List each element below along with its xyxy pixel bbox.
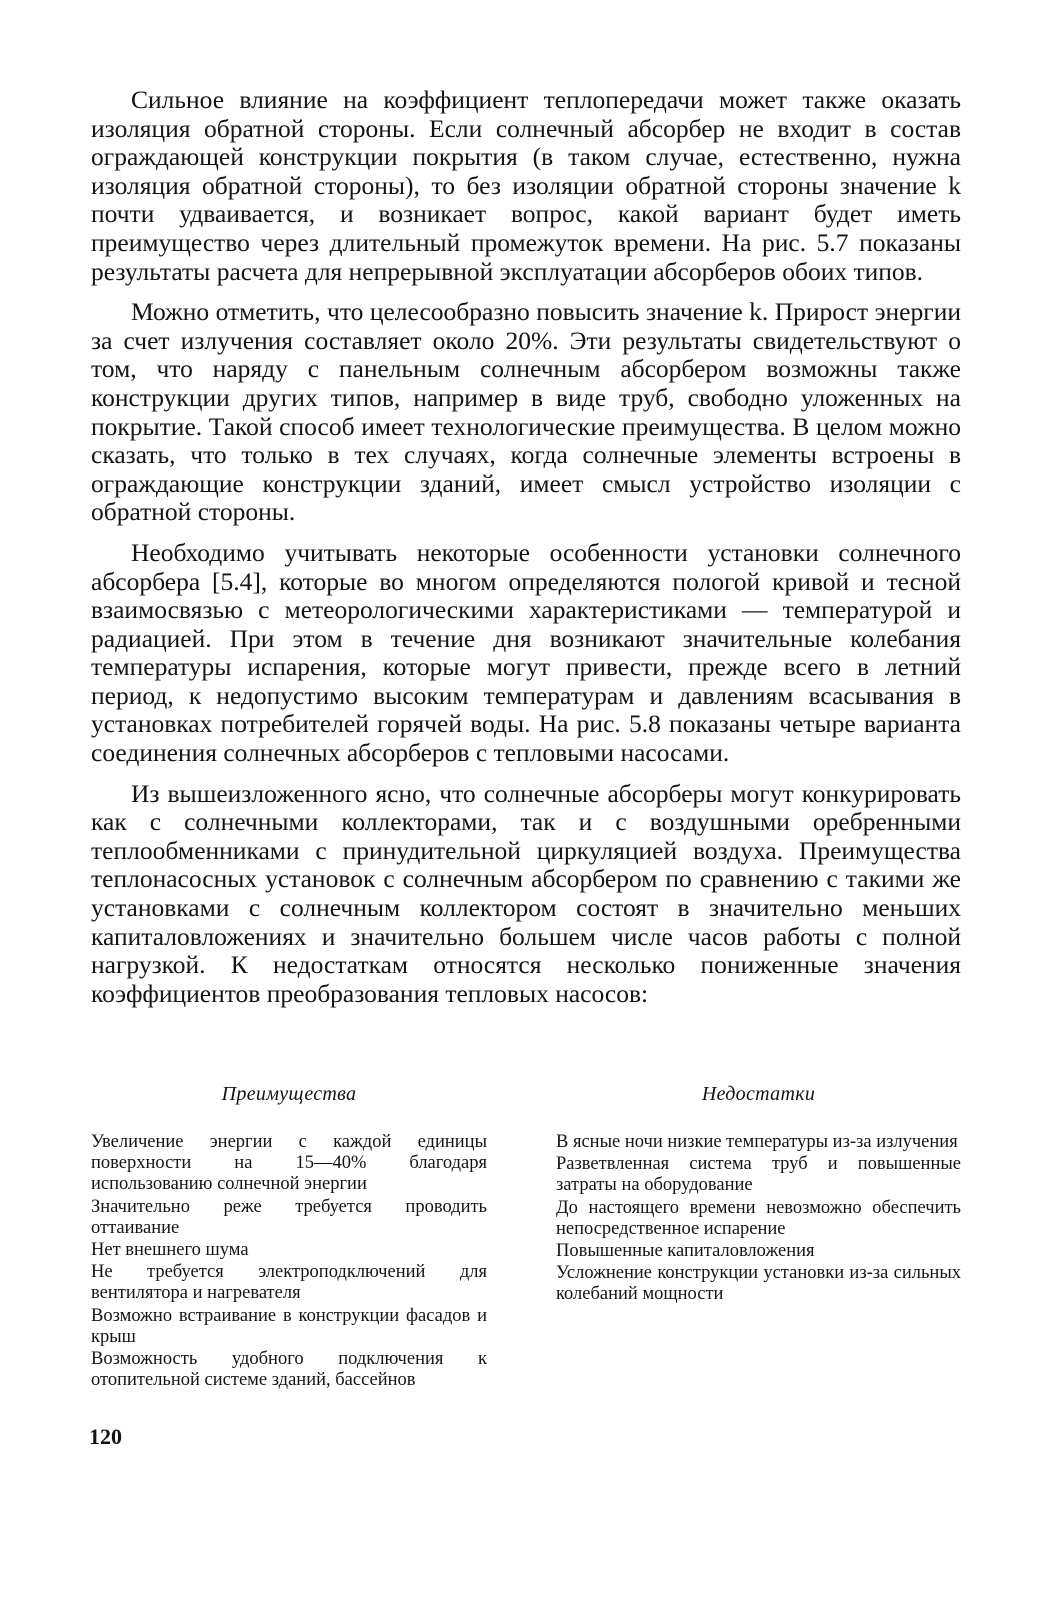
list-item: В ясные ночи низкие температуры из-за излучения [556, 1132, 958, 1152]
list-item: Значительно реже требуется проводить оттаивание [91, 1196, 487, 1238]
advantages-list [91, 1132, 487, 1391]
page-number: 120 [89, 1424, 122, 1449]
paragraph: Из вышеизложенного ясно, что солнечные абсорберы могут конкурировать как с солнечными коллекторами, так и с воздушными оребренными теплообменниками с принудительной циркуляцией воздуха. Преимущества теплонасосных установок с солнечным абсорбером по сравнению с такими же установками с солнечным коллектором состоят в значительно меньших капиталовложениях и значительно большем числе часов работы с полной нагрузкой. К недостаткам относятся несколько пониженные значения коэффициентов преобразования тепловых насосов: [91, 778, 961, 1008]
list-item: Возможно встраивание в конструкции фасадов и крыш [91, 1305, 487, 1347]
advantages-column [91, 1083, 487, 1392]
paragraph: Сильное влияние на коэффициент теплопередачи может также оказать изоляция обратной стороны. Если солнечный абсорбер не входит в состав ограждающей конструкции покрытия (в таком случае, естественно, нужна изоляция обратной стороны), то без изоляции обратной стороны значение k почти удваивается, и возникает вопрос, какой вариант будет иметь преимущество через длительный промежуток времени. На рис. 5.7 показаны результаты расчета для непрерывной эксплуатации абсорберов обоих типов. [91, 85, 961, 286]
paragraph: Можно отметить, что целесообразно повысить значение k. Прирост энергии за счет излучения составляет около 20%. Эти результаты свидетельствуют о том, что наряду с панельным солнечным абсорбером возможны также конструкции других типов, например в виде труб, свободно уложенных на покрытие. Такой способ имеет технологические преимущества. В целом можно сказать, что только в тех случаях, когда солнечные элементы встроены в ограждающие конструкции зданий, имеет смысл устройство изоляции с обратной стороны. [91, 297, 961, 527]
list-item: До настоящего времени невозможно обеспечить непосредственное испарение [556, 1197, 961, 1239]
list-item: Усложнение конструкции установки из-за сильных колебаний мощности [556, 1263, 961, 1305]
list-item: Увеличение энергии с каждой единицы поверхности на 15—40% благодаря использованию солнечной энергии [91, 1132, 487, 1195]
disadvantages-heading: Недостатки [701, 1083, 816, 1105]
list-item: Не требуется электроподключений для вентилятора и нагревателя [91, 1262, 487, 1304]
list-item: Повышенные капиталовложения [556, 1241, 815, 1262]
paragraph: Необходимо учитывать некоторые особенности установки солнечного абсорбера [5.4], которые во многом определяются пологой кривой и тесной взаимосвязью с метеорологическими характеристиками — температурой и радиацией. При этом в течение дня возникают значительные колебания температуры испарения, которые могут привести, прежде всего в летний период, к недопустимо высоким температурам и давлениям всасывания в установках потребителей горячей воды. На рис. 5.8 показаны четыре варианта соединения солнечных абсорберов с тепловыми насосами. [91, 537, 961, 768]
disadvantages-list [556, 1132, 961, 1306]
list-item: Разветвленная система труб и повышенные затраты на оборудование [556, 1154, 961, 1196]
advantages-heading: Преимущества [221, 1083, 357, 1105]
body-text [91, 86, 961, 1020]
list-item: Нет внешнего шума [91, 1240, 249, 1261]
list-item: Возможность удобного подключения к отопительной системе зданий, бассейнов [91, 1349, 487, 1391]
disadvantages-column [556, 1083, 961, 1307]
